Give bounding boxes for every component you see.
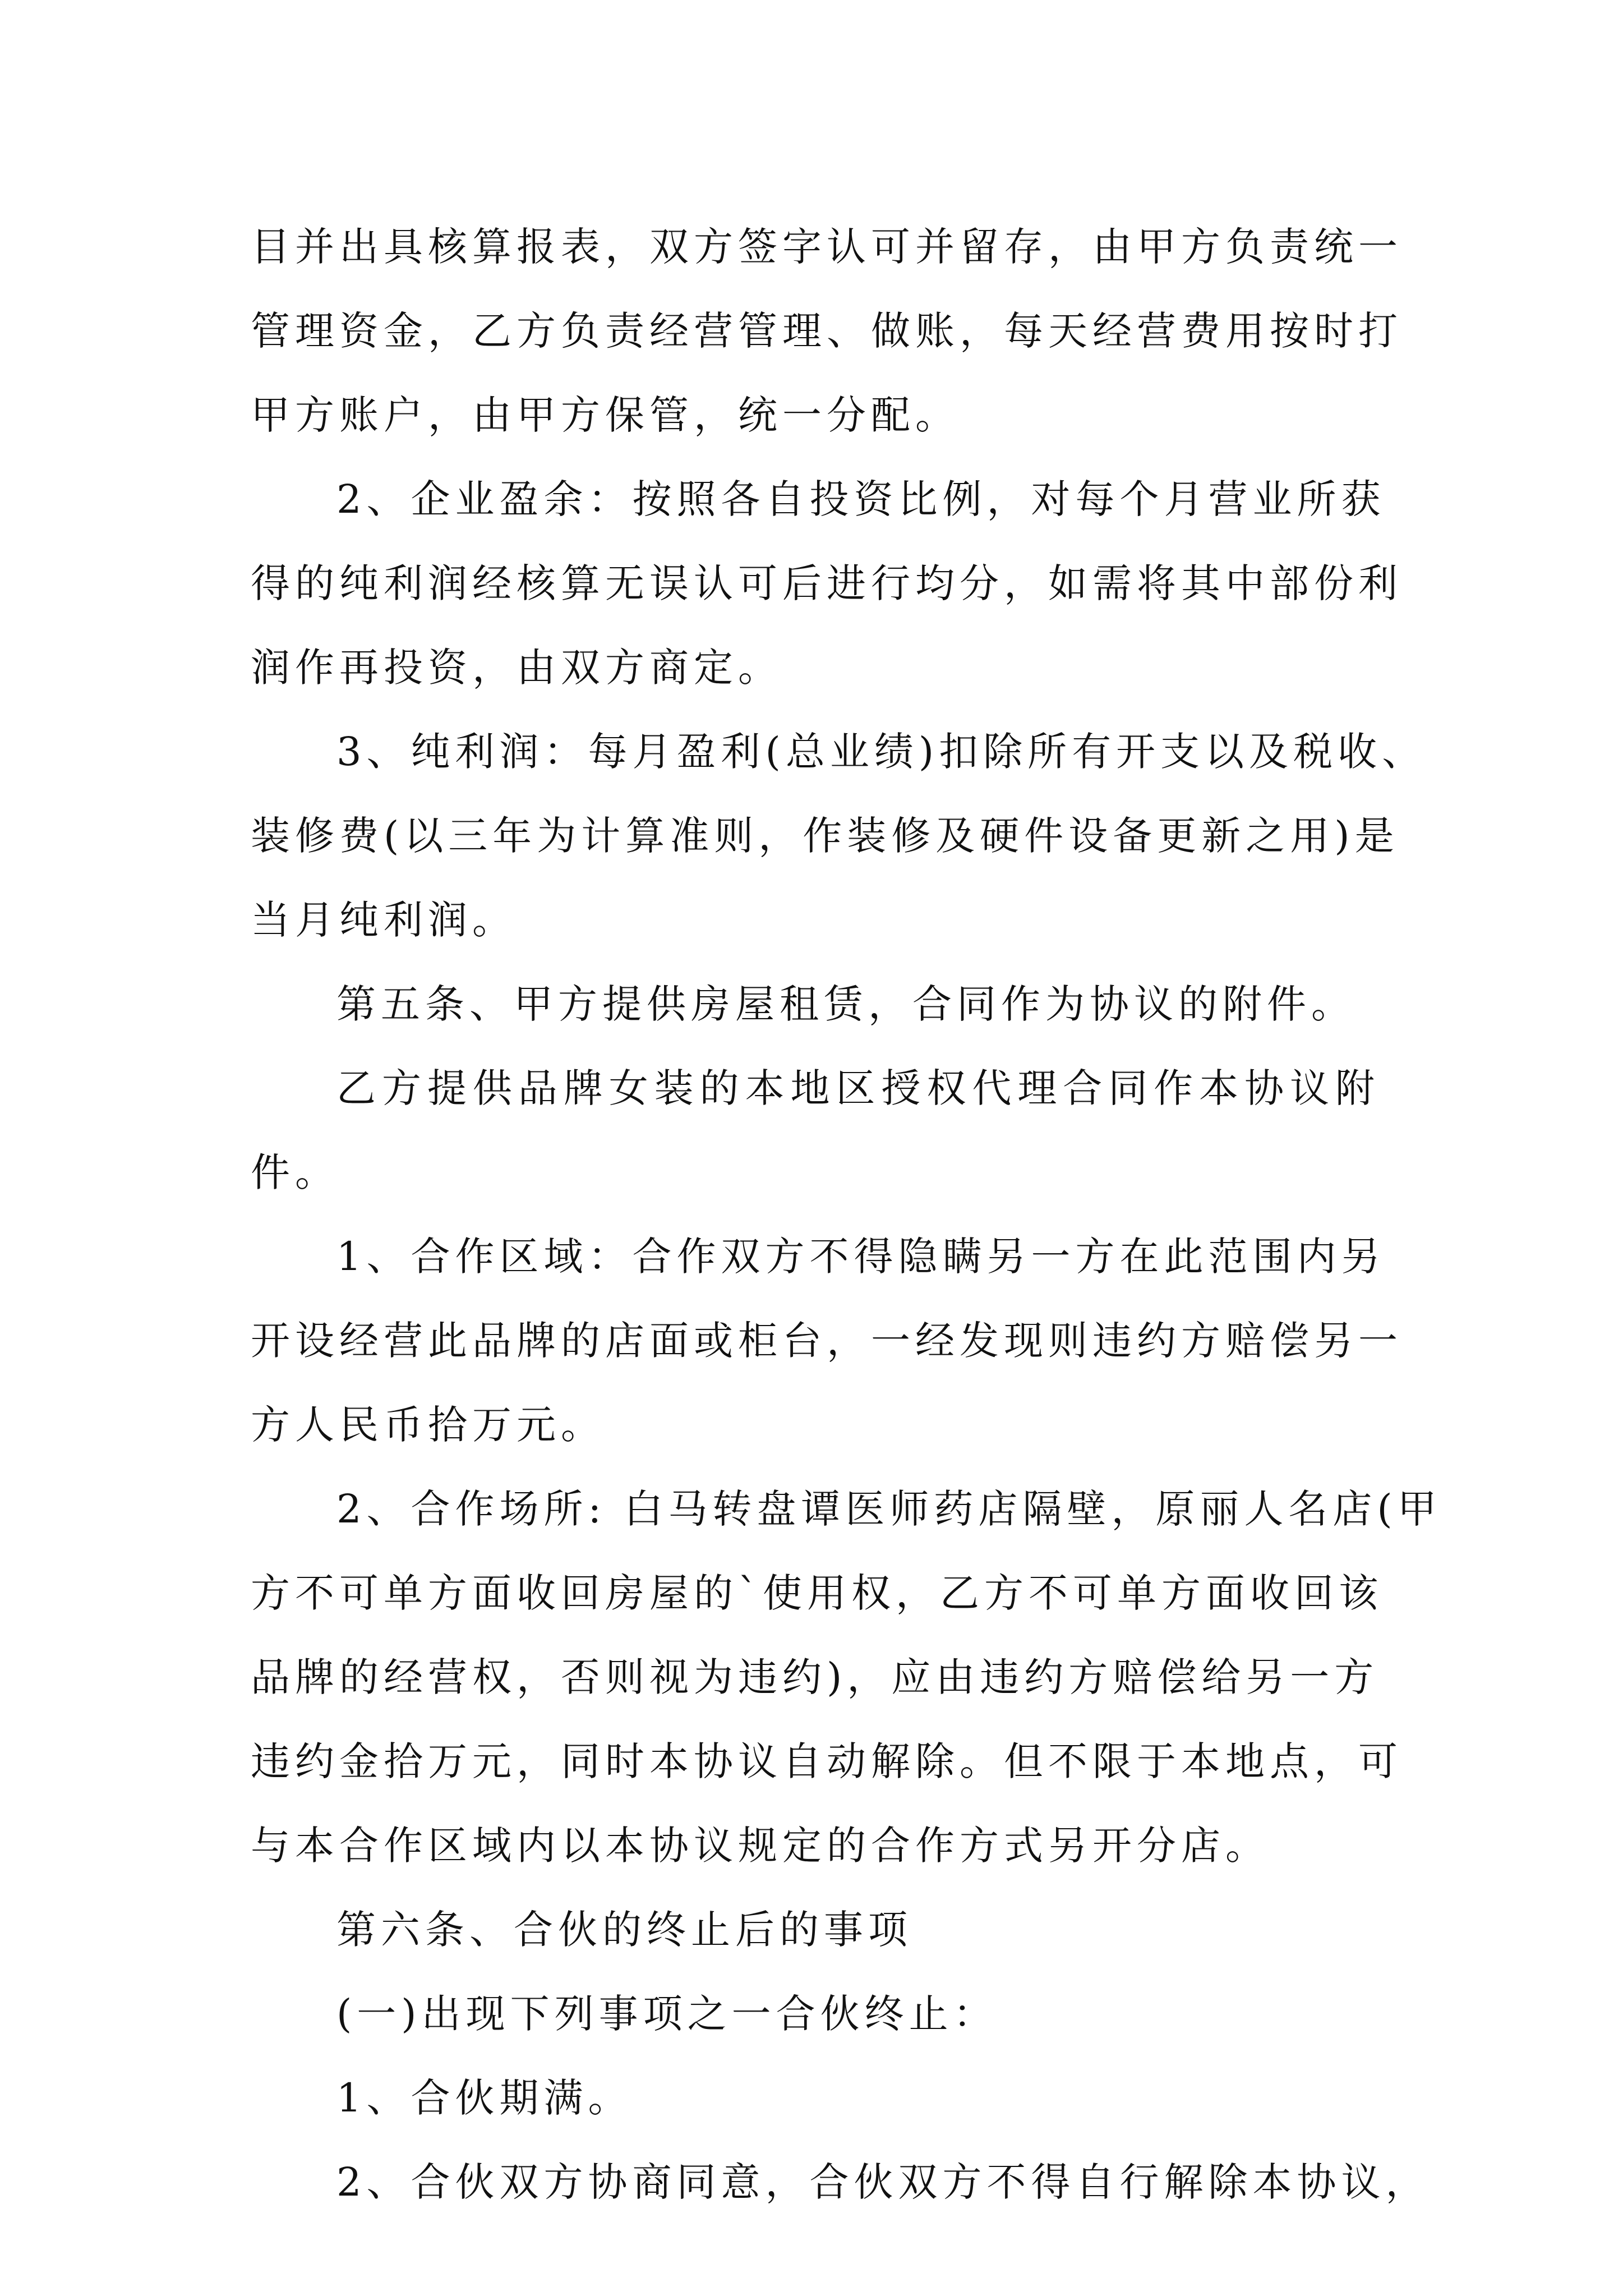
body-text-line: 乙方提供品牌女装的本地区授权代理合同作本协议附 <box>336 1065 1380 1111</box>
body-text-line: 品牌的经营权，否则视为违约)，应由违约方赔偿给另一方 <box>251 1654 1379 1700</box>
body-text-line: 2、企业盈余：按照各自投资比例，对每个月营业所获 <box>336 476 1386 522</box>
body-text-line: 当月纯利润。 <box>251 897 517 943</box>
body-text-line: 与本合作区域内以本协议规定的合作方式另开分店。 <box>251 1823 1270 1869</box>
body-text-line: 件。 <box>251 1149 339 1195</box>
body-text-line: 方不可单方面收回房屋的`使用权，乙方不可单方面收回该 <box>251 1570 1383 1616</box>
body-text-line: 2、合作场所: 白马转盘谭医师药店隔壁，原丽人名店(甲 <box>336 1486 1442 1532</box>
body-text-line: 管理资金，乙方负责经营管理、做账，每天经营费用按时打 <box>251 308 1403 354</box>
body-text-line: 1、合伙期满。 <box>336 2075 633 2121</box>
body-text-line: 1、合作区域：合作双方不得隐瞒另一方在此范围内另 <box>336 1234 1386 1280</box>
body-text-line: 开设经营此品牌的店面或柜台，一经发现则违约方赔偿另一 <box>251 1318 1403 1364</box>
body-text-line: 目并出具核算报表，双方签字认可并留存，由甲方负责统一 <box>251 224 1403 270</box>
body-text-line: (一)出现下列事项之一合伙终止： <box>336 1991 998 2037</box>
body-text-line: 2、合伙双方协商同意，合伙双方不得自行解除本协议， <box>336 2159 1430 2205</box>
body-text-line: 装修费(以三年为计算准则，作装修及硬件设备更新之用)是 <box>251 813 1399 859</box>
article-heading: 第五条、甲方提供房屋租赁，合同作为协议的附件。 <box>336 981 1355 1027</box>
body-text-line: 甲方账户，由甲方保管，统一分配。 <box>251 392 960 438</box>
body-text-line: 方人民币拾万元。 <box>251 1402 605 1448</box>
article-heading: 第六条、合伙的终止后的事项 <box>336 1907 912 1953</box>
body-text-line: 3、纯利润：每月盈利(总业绩)扣除所有开支以及税收、 <box>336 729 1427 775</box>
body-text-line: 违约金拾万元，同时本协议自动解除。但不限于本地点，可 <box>251 1738 1403 1784</box>
body-text-line: 润作再投资，由双方商定。 <box>251 645 782 691</box>
body-text-line: 得的纯利润经核算无误认可后进行均分，如需将其中部份利 <box>251 560 1403 606</box>
